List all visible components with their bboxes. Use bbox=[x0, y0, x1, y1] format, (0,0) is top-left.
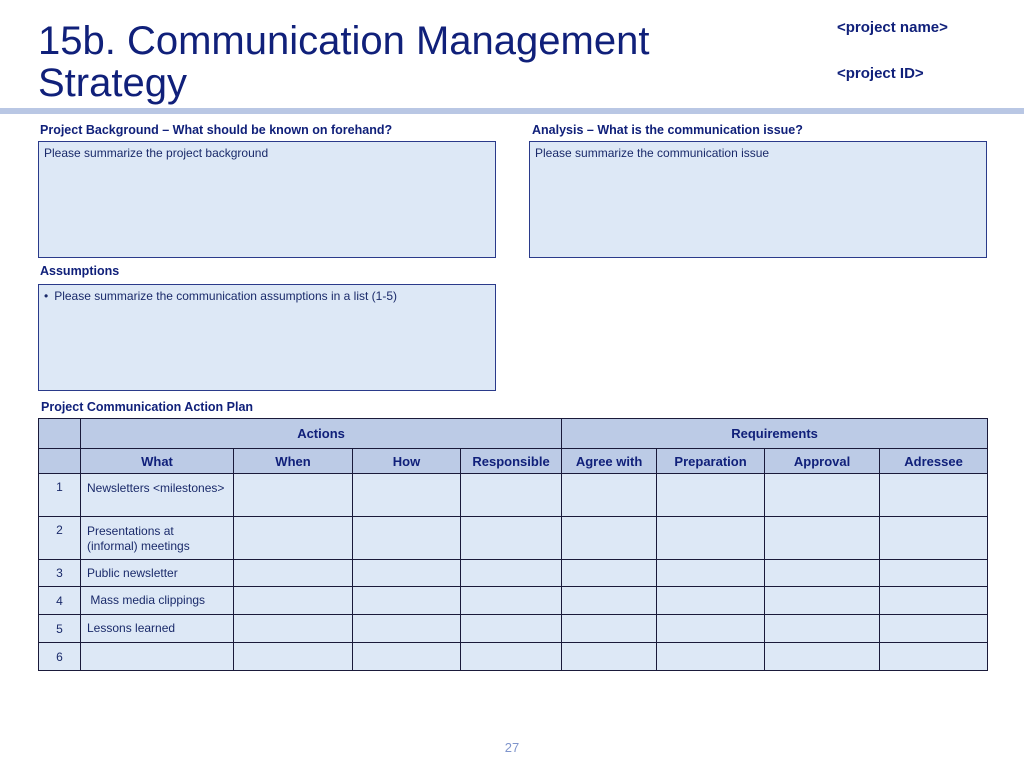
cell-adressee[interactable] bbox=[880, 517, 988, 560]
cell-when[interactable] bbox=[234, 587, 353, 615]
background-text: Please summarize the project background bbox=[44, 146, 269, 160]
column-header-agree-with: Agree with bbox=[562, 449, 657, 474]
page-number: 27 bbox=[504, 740, 520, 755]
cell-agree-with[interactable] bbox=[562, 560, 657, 587]
cell-preparation[interactable] bbox=[657, 474, 765, 517]
cell-approval[interactable] bbox=[765, 560, 880, 587]
table-row bbox=[39, 643, 988, 671]
row-number: 4 bbox=[39, 587, 81, 615]
cell-approval[interactable] bbox=[765, 643, 880, 671]
table-row bbox=[39, 615, 988, 643]
row-number: 5 bbox=[39, 615, 81, 643]
cell-agree-with[interactable] bbox=[562, 587, 657, 615]
row-what[interactable]: Public newsletter bbox=[81, 560, 234, 587]
cell-preparation[interactable] bbox=[657, 643, 765, 671]
row-what[interactable]: Newsletters <milestones> bbox=[81, 474, 234, 517]
analysis-textbox[interactable] bbox=[529, 141, 987, 258]
background-label: Project Background – What should be known on forehand? bbox=[40, 123, 393, 137]
actions-group-header: Actions bbox=[81, 419, 562, 449]
cell-responsible[interactable] bbox=[461, 615, 562, 643]
cell-how[interactable] bbox=[353, 615, 461, 643]
column-header-adressee: Adressee bbox=[880, 449, 988, 474]
table-row bbox=[39, 474, 988, 517]
requirements-group-header: Requirements bbox=[562, 419, 988, 449]
row-number: 6 bbox=[39, 643, 81, 671]
column-header-responsible: Responsible bbox=[461, 449, 562, 474]
header-number bbox=[39, 449, 81, 474]
column-header-what: What bbox=[81, 449, 234, 474]
table-row bbox=[39, 517, 988, 560]
cell-responsible[interactable] bbox=[461, 474, 562, 517]
cell-how[interactable] bbox=[353, 517, 461, 560]
cell-agree-with[interactable] bbox=[562, 474, 657, 517]
table-row bbox=[39, 587, 988, 615]
cell-preparation[interactable] bbox=[657, 615, 765, 643]
row-what[interactable]: Mass media clippings bbox=[81, 587, 234, 615]
cell-how[interactable] bbox=[353, 474, 461, 517]
assumptions-label: Assumptions bbox=[40, 264, 120, 278]
cell-how[interactable] bbox=[353, 643, 461, 671]
cell-when[interactable] bbox=[234, 517, 353, 560]
bullet-icon: • bbox=[44, 289, 49, 303]
column-header-how: How bbox=[353, 449, 461, 474]
cell-agree-with[interactable] bbox=[562, 517, 657, 560]
row-what[interactable] bbox=[81, 643, 234, 671]
row-what[interactable]: Presentations at (informal) meetings bbox=[81, 517, 234, 560]
cell-preparation[interactable] bbox=[657, 560, 765, 587]
cell-when[interactable] bbox=[234, 615, 353, 643]
cell-approval[interactable] bbox=[765, 587, 880, 615]
header-divider bbox=[0, 108, 1024, 114]
row-number: 3 bbox=[39, 560, 81, 587]
column-header-approval: Approval bbox=[765, 449, 880, 474]
cell-how[interactable] bbox=[353, 560, 461, 587]
cell-agree-with[interactable] bbox=[562, 615, 657, 643]
cell-agree-with[interactable] bbox=[562, 643, 657, 671]
cell-adressee[interactable] bbox=[880, 643, 988, 671]
column-header-preparation: Preparation bbox=[657, 449, 765, 474]
action-plan-label: Project Communication Action Plan bbox=[41, 400, 254, 414]
cell-preparation[interactable] bbox=[657, 517, 765, 560]
analysis-label: Analysis – What is the communication issue? bbox=[532, 123, 803, 137]
project-id: <project ID> bbox=[837, 65, 924, 82]
cell-adressee[interactable] bbox=[880, 587, 988, 615]
background-textbox[interactable] bbox=[38, 141, 496, 258]
cell-when[interactable] bbox=[234, 560, 353, 587]
cell-how[interactable] bbox=[353, 587, 461, 615]
page-title: 15b. Communication Management Strategy bbox=[38, 19, 650, 105]
cell-responsible[interactable] bbox=[461, 517, 562, 560]
cell-approval[interactable] bbox=[765, 474, 880, 517]
table-row bbox=[39, 560, 988, 587]
cell-responsible[interactable] bbox=[461, 643, 562, 671]
cell-adressee[interactable] bbox=[880, 560, 988, 587]
action-plan-table bbox=[38, 418, 988, 671]
analysis-text: Please summarize the communication issue bbox=[535, 146, 770, 160]
cell-adressee[interactable] bbox=[880, 474, 988, 517]
cell-responsible[interactable] bbox=[461, 587, 562, 615]
assumption-text: Please summarize the communication assumptions in a list (1-5) bbox=[54, 289, 398, 303]
cell-when[interactable] bbox=[234, 474, 353, 517]
row-what[interactable]: Lessons learned bbox=[81, 615, 234, 643]
cell-adressee[interactable] bbox=[880, 615, 988, 643]
project-name: <project name> bbox=[837, 19, 948, 36]
cell-responsible[interactable] bbox=[461, 560, 562, 587]
header-corner bbox=[39, 419, 81, 449]
assumptions-textbox[interactable] bbox=[38, 284, 496, 391]
column-header-when: When bbox=[234, 449, 353, 474]
cell-approval[interactable] bbox=[765, 615, 880, 643]
cell-preparation[interactable] bbox=[657, 587, 765, 615]
assumption-item bbox=[44, 289, 490, 303]
row-number: 1 bbox=[39, 474, 81, 517]
row-number: 2 bbox=[39, 517, 81, 560]
cell-when[interactable] bbox=[234, 643, 353, 671]
cell-approval[interactable] bbox=[765, 517, 880, 560]
